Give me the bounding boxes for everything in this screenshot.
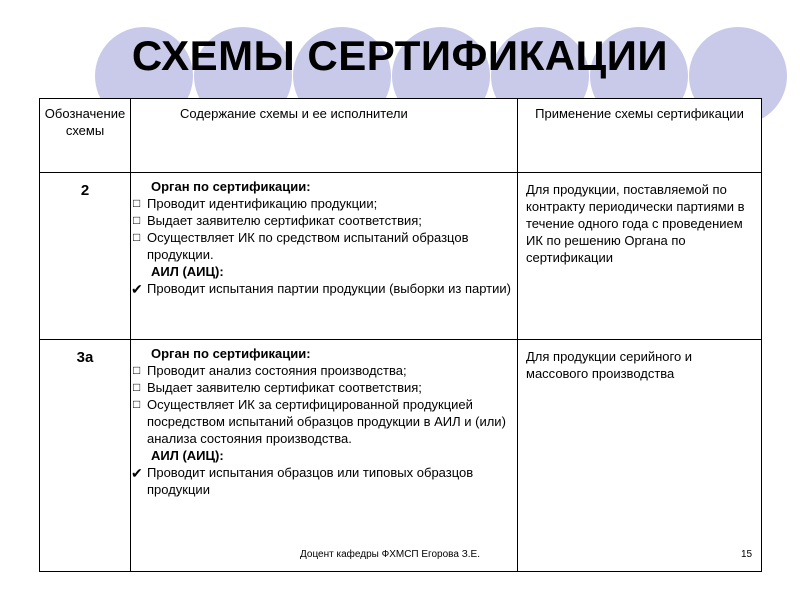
page-number: 15 (741, 549, 753, 560)
table-header-row (40, 99, 762, 173)
header-content: Содержание схемы и ее исполнители (131, 99, 518, 173)
square-bullet-icon: □ (133, 363, 141, 377)
table-row (40, 173, 762, 340)
square-bullet-icon: □ (133, 213, 141, 227)
scheme-application: Для продукции серийного и массового производства (518, 340, 762, 572)
list-item: ✔ Проводит испытания образцов или типовых образцов продукции (131, 465, 474, 497)
lab-label: АИЛ (АИЦ): (151, 264, 224, 279)
square-bullet-icon: □ (133, 196, 141, 210)
footer-author: Доцент кафедры ФХМСП Егорова З.Е. (300, 549, 480, 560)
square-bullet-icon: □ (133, 380, 141, 394)
checkmark-icon: ✔ (131, 465, 143, 481)
checkmark-icon: ✔ (131, 281, 143, 297)
square-bullet-icon: □ (133, 230, 141, 244)
slide-title: СХЕМЫ СЕРТИФИКАЦИИ (131, 32, 669, 79)
list-item: □ Проводит идентификацию продукции; (133, 196, 378, 211)
org-label: Орган по сертификации: (151, 179, 311, 194)
list-item: □ Осуществляет ИК за сертифицированной продукцией посредством испытаний образцов продукции в АИЛ и (или) анализа состояния производства. (133, 397, 506, 446)
scheme-content (131, 340, 518, 572)
scheme-content (131, 173, 518, 340)
header-scheme-id: Обозначение схемы (40, 99, 131, 173)
certification-schemes-table (39, 98, 762, 572)
list-item: □ Выдает заявителю сертификат соответствия; (133, 380, 422, 395)
scheme-id: 2 (40, 173, 131, 340)
scheme-id: 3а (40, 340, 131, 572)
square-bullet-icon: □ (133, 397, 141, 411)
org-label: Орган по сертификации: (151, 346, 311, 361)
lab-label: АИЛ (АИЦ): (151, 448, 224, 463)
list-item: □ Проводит анализ состояния производства; (133, 363, 407, 378)
list-item: □ Выдает заявителю сертификат соответствия; (133, 213, 422, 228)
table-row (40, 340, 762, 572)
header-application: Применение схемы сертификации (518, 99, 762, 173)
list-item: □ Осуществляет ИК по средством испытаний образцов продукции. (133, 230, 469, 262)
scheme-application: Для продукции, поставляемой по контракту периодически партиями в течение одного года с проведением ИК по решению Органа по сертификации (518, 173, 762, 340)
list-item: ✔ Проводит испытания партии продукции (выборки из партии) (131, 281, 511, 297)
